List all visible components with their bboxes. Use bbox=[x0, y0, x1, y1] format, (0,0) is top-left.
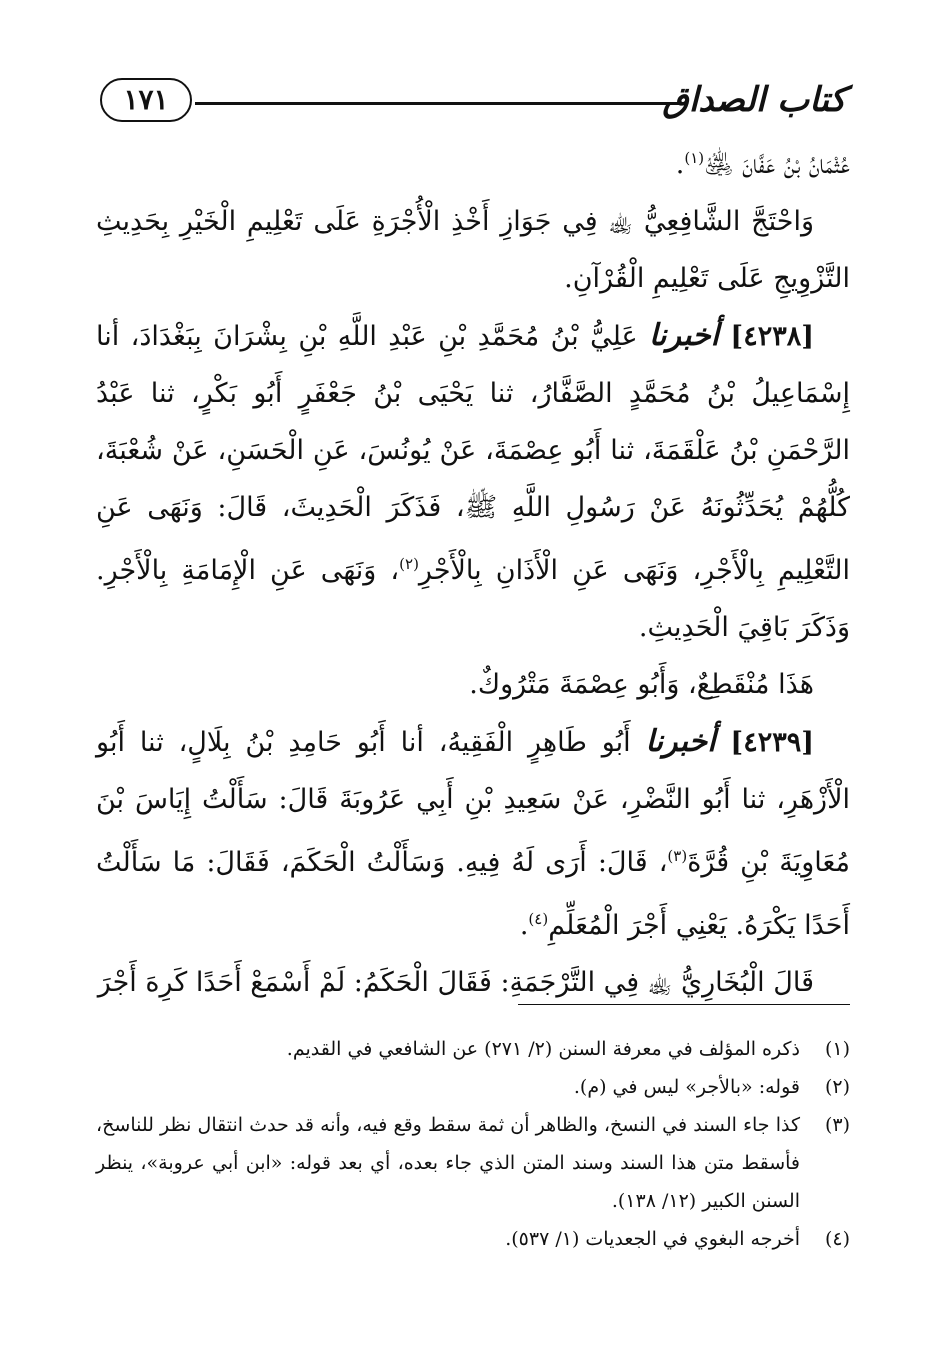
page-number: ١٧١ bbox=[100, 78, 192, 122]
hadith-text-mid: ، قَالَ: أَرَى لَهُ فِيهِ. وَسَأَلْتُ الْحَكَمَ، فَقَالَ: مَا سَأَلْتُ أَحَدًا يَكْرَهُ. يَعْنِي أَجْرَ الْمُعَلِّمِ bbox=[96, 847, 850, 941]
book-title: كتاب الصداق bbox=[662, 80, 846, 120]
akhbarana-label: أخبرنا bbox=[649, 318, 720, 353]
hadith-text-end: ، وَنَهَى عَنِ الْإِمَامَةِ بِالْأَجْرِ. وَذَكَرَ بَاقِيَ الْحَدِيثِ. bbox=[96, 555, 850, 643]
footnote-3 bbox=[96, 1106, 850, 1220]
paragraph-1-text: عُثْمَانُ بْنُ عَفَّانَ ﵁ bbox=[704, 149, 850, 180]
hadith-text: أَبُو طَاهِرٍ الْفَقِيهُ، أنا أَبُو حَامِدِ بْنُ بِلَالٍ، ثنا أَبُو الْأَزْهَرِ، ثنا أَبُو النَّضْرِ، عَنْ سَعِيدِ بْنِ أَبِي عَرُوبَةَ قَالَ: سَأَلْتُ إِيَاسَ بْنَ مُعَاوِيَةَ بْنِ قُرَّةَ bbox=[96, 727, 850, 878]
footnote-ref-3[interactable]: (٣) bbox=[667, 847, 688, 865]
paragraph-4: قَالَ الْبُخَارِيُّ ﵀ فِي التَّرْجَمَةِ: فَقَالَ الْحَكَمُ: لَمْ أَسْمَعْ أَحَدًا كَرِهَ أَجْرَ bbox=[97, 967, 814, 998]
footnote-number: (٤) bbox=[824, 1228, 850, 1250]
footnote-ref-4[interactable]: (٤) bbox=[528, 910, 549, 928]
footnote-text: قوله: «بالأجر» ليس في (م). bbox=[573, 1076, 800, 1098]
hadith-4239 bbox=[96, 713, 850, 954]
footnote-number: (٢) bbox=[824, 1076, 850, 1098]
footnote-1 bbox=[96, 1030, 850, 1068]
akhbarana-label: أخبرنا bbox=[645, 724, 716, 759]
hadith-4238 bbox=[96, 307, 850, 656]
hadith-number: [٤٢٣٩] bbox=[730, 727, 814, 758]
hadith-number: [٤٢٣٨] bbox=[730, 321, 814, 352]
page-header bbox=[100, 78, 846, 128]
footnote-rule bbox=[518, 1004, 850, 1005]
paragraph-1 bbox=[96, 130, 850, 193]
hadith-text-end: . bbox=[519, 910, 529, 941]
main-text bbox=[96, 130, 850, 1011]
footnote-ref-2[interactable]: (٢) bbox=[399, 555, 419, 573]
footnote-number: (٣) bbox=[824, 1114, 850, 1136]
footnote-2 bbox=[96, 1068, 850, 1106]
paragraph-1-end: . bbox=[675, 149, 685, 180]
footnote-text: كذا جاء السند في النسخ، والظاهر أن ثمة سقط وقع فيه، وأنه قد حدث انتقال نظر للناسخ، فأسقط متن هذا السند وسند المتن الذي جاء بعده، أي بعد قوله: «ابن أبي عروبة»، ينظر السنن الكبير (١٢/ ١٣٨). bbox=[96, 1114, 800, 1212]
footnote-number: (١) bbox=[824, 1038, 850, 1060]
footnote-text: أخرجه البغوي في الجعديات (١/ ٥٣٧). bbox=[505, 1228, 800, 1250]
footnote-4 bbox=[96, 1220, 850, 1258]
footnotes bbox=[96, 1030, 850, 1258]
header-rule bbox=[195, 102, 686, 105]
footnote-text: ذكره المؤلف في معرفة السنن (٢/ ٢٧١) عن الشافعي في القديم. bbox=[286, 1038, 800, 1060]
hadith-text: عَلِيُّ بْنُ مُحَمَّدِ بْنِ عَبْدِ اللَّهِ بْنِ بِشْرَانَ بِبَغْدَادَ، أنا إِسْمَاعِيلُ بْنُ مُحَمَّدٍ الصَّفَّارُ، ثنا يَحْيَى بْنُ جَعْفَرٍ أَبُو بَكْرٍ، ثنا عَبْدُ الرَّحْمَنِ بْنُ عَلْقَمَةَ، ثنا أَبُو عِصْمَةَ، عَنْ يُونُسَ، عَنِ الْحَسَنِ، عَنْ شُعْبَةَ، كُلُّهُمْ يُحَدِّثُونَهُ عَنْ رَسُولِ اللَّهِ ﷺ، فَذَكَرَ الْحَدِيثَ، قَالَ: وَنَهَى عَنِ التَّعْلِيمِ بِالْأَجْرِ، وَنَهَى عَنِ الْأَذَانِ بِالْأَجْرِ bbox=[96, 321, 850, 586]
paragraph-2: وَاحْتَجَّ الشَّافِعِيُّ ﵀ فِي جَوَازِ أَخْذِ الْأُجْرَةِ عَلَى تَعْلِيمِ الْخَيْرِ بِحَدِيثِ التَّزْوِيجِ عَلَى تَعْلِيمِ الْقُرْآنِ. bbox=[96, 206, 850, 294]
paragraph-3: هَذَا مُنْقَطِعٌ، وَأَبُو عِصْمَةَ مَتْرُوكٌ. bbox=[469, 669, 814, 700]
footnote-ref-1[interactable]: (١) bbox=[684, 149, 705, 167]
